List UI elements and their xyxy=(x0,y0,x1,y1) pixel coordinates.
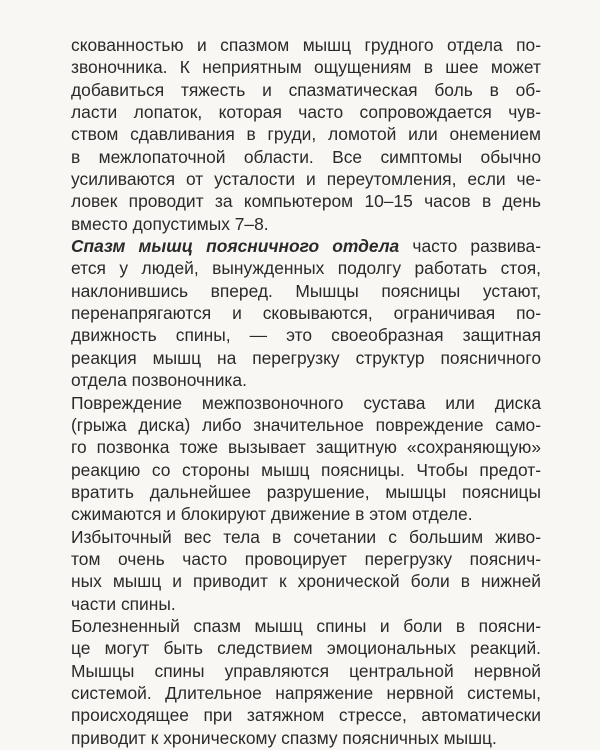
text-line: ством сдавливания в груди, ломотой или онемением xyxy=(71,124,541,145)
text-line: ласти лопаток, которая часто сопровождается чув- xyxy=(71,102,541,123)
text-line: го позвонка тоже вызывает защитную «сохраняющую» xyxy=(71,437,541,458)
paragraph-3 xyxy=(71,392,541,526)
text-line: реакцию со стороны мышц поясницы. Чтобы предот- xyxy=(71,459,541,480)
text-line: ловек проводит за компьютером 10–15 часов в день xyxy=(71,191,541,212)
text-line: усиливаются от усталости и переутомления, если че- xyxy=(71,169,541,190)
text-line: движность спины, — это своеобразная защитная xyxy=(71,325,541,346)
paragraph-5 xyxy=(71,615,541,749)
text-line: системой. Длительное напряжение нервной системы, xyxy=(71,682,541,703)
text-line: перенапрягаются и сковываются, ограничивая по- xyxy=(71,303,541,324)
text-line: части спины. xyxy=(71,593,176,614)
text-line: сжимаются и блокируют движение в этом отделе. xyxy=(71,504,473,525)
text-line: происходящее при затяжном стрессе, автоматически xyxy=(71,705,541,726)
text-line: скованностью и спазмом мышц грудного отдела по- xyxy=(71,35,541,55)
text-line: вратить дальнейшее разрушение, мышцы поясницы xyxy=(71,481,541,502)
text-line: Избыточный вес тела в сочетании с большим живо- xyxy=(71,526,541,547)
text-line: звоночника. К неприятным ощущениям в шее может xyxy=(71,57,541,78)
emphasis-heading: Спазм мышц поясничного отдела xyxy=(71,236,400,257)
text-line: Повреждение межпозвоночного сустава или диска xyxy=(71,392,541,413)
text-line: наклонившись вперед. Мышцы поясницы устают, xyxy=(71,280,541,301)
paragraph-2 xyxy=(71,235,541,391)
page-text-column xyxy=(71,34,541,749)
paragraph-4 xyxy=(71,526,541,615)
text-line: Болезненный спазм мышц спины и боли в поясни- xyxy=(71,615,541,636)
text-line: добавиться тяжесть и спазматическая боль в об- xyxy=(71,79,541,100)
text-line: в межлопаточной области. Все симптомы обычно xyxy=(71,146,541,167)
text-line: том очень часто провоцирует перегрузку пояснич- xyxy=(71,548,541,569)
text-line: реакция мышц на перегрузку структур поясничного xyxy=(71,347,541,368)
text-line: (грыжа диска) либо значительное повреждение само- xyxy=(71,414,541,435)
text-run: часто развива- xyxy=(399,236,541,257)
text-line: приводит к хроническому спазму поясничных мышц. xyxy=(71,727,497,748)
text-line: Мышцы спины управляются центральной нервной xyxy=(71,660,541,681)
text-line-with-emphasis xyxy=(71,235,541,257)
text-line: ных мышц и приводит к хронической боли в нижней xyxy=(71,571,541,592)
text-line: це могут быть следствием эмоциональных реакций. xyxy=(71,638,541,659)
paragraph-1 xyxy=(71,34,541,235)
text-line: отдела позвоночника. xyxy=(71,370,247,391)
text-line: вместо допустимых 7–8. xyxy=(71,213,269,234)
text-line: ется у людей, вынужденных подолгу работать стоя, xyxy=(71,258,541,279)
